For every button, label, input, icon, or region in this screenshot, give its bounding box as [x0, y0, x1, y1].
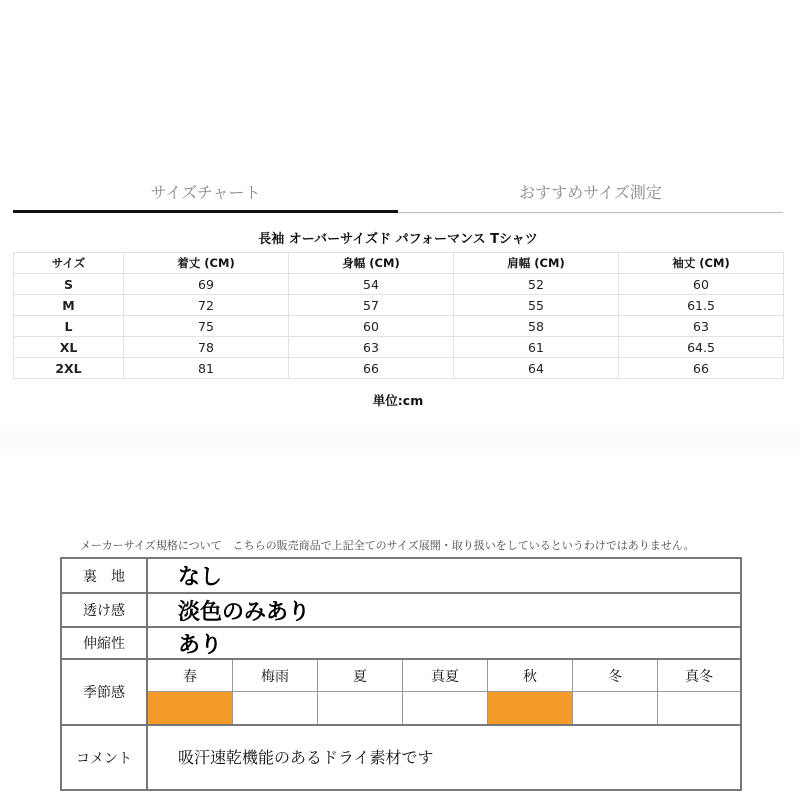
season-indicator [318, 692, 403, 724]
table-row [14, 274, 784, 295]
table-cell: 55 [454, 295, 619, 316]
season-indicator [573, 692, 658, 724]
season-midsummer: 真夏 [403, 660, 488, 692]
size-cell: XL [14, 337, 124, 358]
lining-value: なし [178, 565, 223, 590]
lining-label: 裏 地 [62, 559, 148, 592]
size-cell: M [14, 295, 124, 316]
comment-value: 吸汗速乾機能のあるドライ素材です [178, 748, 434, 767]
table-cell: 57 [289, 295, 454, 316]
size-table-header [14, 253, 784, 274]
table-cell: 54 [289, 274, 454, 295]
season-indicator [148, 692, 233, 724]
season-indicator [658, 692, 740, 724]
size-cell: L [14, 316, 124, 337]
header-shoulder: 肩幅 (CM) [454, 253, 619, 274]
table-cell: 64 [454, 358, 619, 379]
table-cell: 60 [289, 316, 454, 337]
season-indicator [488, 692, 573, 724]
stretch-value: あり [178, 632, 223, 658]
table-row [14, 358, 784, 379]
size-table-title: 長袖 オーバーサイズド パフォーマンス Tシャツ [258, 232, 538, 247]
table-row [14, 337, 784, 358]
tab-recommended-size[interactable]: おすすめサイズ測定 [519, 183, 662, 202]
row-divider [62, 626, 740, 628]
table-cell: 64.5 [619, 337, 784, 358]
header-size: サイズ [14, 253, 124, 274]
table-cell: 61 [454, 337, 619, 358]
season-label: 季節感 [62, 660, 148, 724]
table-cell: 66 [289, 358, 454, 379]
table-cell: 63 [289, 337, 454, 358]
spec-table [60, 557, 742, 791]
season-indicator [233, 692, 318, 724]
size-cell: 2XL [14, 358, 124, 379]
table-cell: 72 [124, 295, 289, 316]
table-row [14, 295, 784, 316]
header-length: 着丈 (CM) [124, 253, 289, 274]
table-cell: 58 [454, 316, 619, 337]
season-indicator [403, 692, 488, 724]
season-midwinter: 真冬 [658, 660, 740, 692]
table-row [14, 316, 784, 337]
season-autumn: 秋 [488, 660, 573, 692]
season-winter: 冬 [573, 660, 658, 692]
sheer-value: 淡色のみあり [178, 599, 311, 625]
size-tabs [13, 178, 783, 214]
size-cell: S [14, 274, 124, 295]
sheer-label: 透け感 [62, 594, 148, 626]
table-cell: 69 [124, 274, 289, 295]
table-cell: 60 [619, 274, 784, 295]
row-divider [62, 724, 740, 726]
unit-label: 単位:cm [372, 393, 424, 408]
season-rainy: 梅雨 [233, 660, 318, 692]
table-cell: 61.5 [619, 295, 784, 316]
comment-label: コメント [62, 726, 148, 789]
table-cell: 52 [454, 274, 619, 295]
table-cell: 78 [124, 337, 289, 358]
faded-divider [0, 420, 800, 460]
season-summer: 夏 [318, 660, 403, 692]
size-table [13, 252, 784, 379]
tab-size-chart[interactable]: サイズチャート [150, 183, 261, 202]
row-divider [62, 592, 740, 594]
maker-size-note: メーカーサイズ規格について こちらの販売商品で上記全てのサイズ展開・取り扱いをしているというわけではありません。 [80, 539, 695, 552]
tab-divider [398, 212, 783, 213]
table-cell: 66 [619, 358, 784, 379]
table-cell: 81 [124, 358, 289, 379]
stretch-label: 伸縮性 [62, 628, 148, 658]
header-sleeve: 袖丈 (CM) [619, 253, 784, 274]
active-tab-indicator [13, 210, 398, 213]
season-spring: 春 [148, 660, 233, 692]
header-body-width: 身幅 (CM) [289, 253, 454, 274]
table-cell: 75 [124, 316, 289, 337]
table-cell: 63 [619, 316, 784, 337]
